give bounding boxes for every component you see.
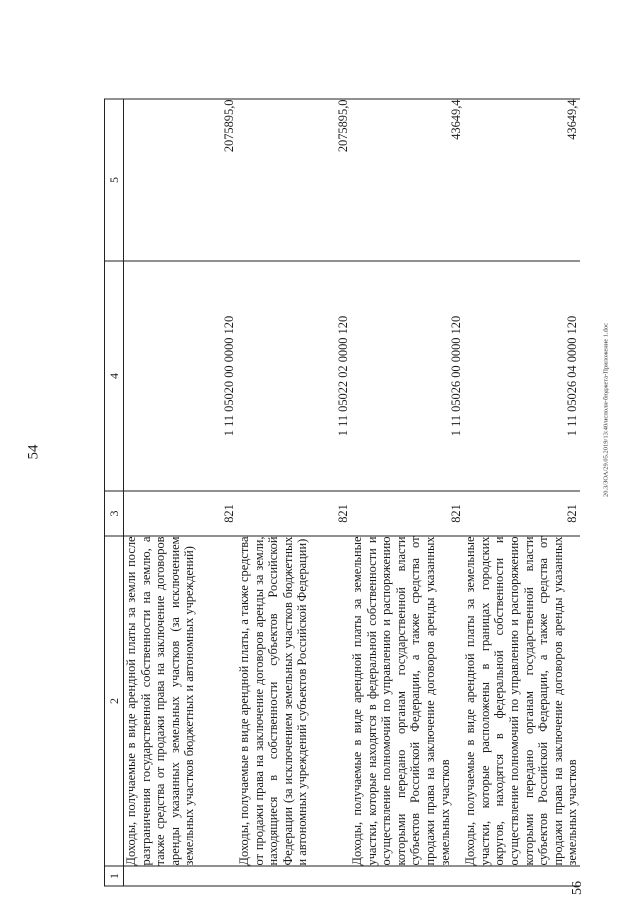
revenue-description: Доходы, получаемые в виде арендной платы за земли после разграничения государственной собственности на землю, а также средства от продажи права на заключение договоров аренды указанных земельных участков (за исключением земельных участков бюджетных и автономных учреждений) (124, 536, 238, 866)
row-number-cell (124, 866, 238, 886)
table-row (463, 99, 580, 886)
amount: 2075895,0 (124, 99, 238, 261)
column-header-3: 3 (105, 491, 124, 536)
amount: 2075895,0 (237, 99, 350, 261)
column-header-5: 5 (105, 99, 124, 261)
revenue-description: Доходы, получаемые в виде арендной платы за земельные участки, которые находятся в федеральной собственности и осуществление полномочий по управлению и распоряжению которыми передано органам государственной власти субъектов Российской Федерации, а также средства от продажи права на заключение договоров аренды указанных земельных участков (350, 536, 463, 866)
revenue-description: Доходы, получаемые в виде арендной платы за земельные участки, которые расположены в границах городских округов, находятся в федеральной собственности и осуществление полномочий по управлению и распоряжению которыми передано органам государственной власти субъектов Российской Федерации, а также средства от продажи права на заключение договоров аренды указанных земельных участков (463, 536, 580, 866)
budget-classification-code: 1 11 05022 02 0000 120 (237, 261, 350, 491)
document-footer-path: 20.3/ЗОА/29.05.2019/13:40/исполн-бюджета-Приложение 1.doc (602, 322, 610, 498)
corner-page-number: 56 (570, 881, 585, 895)
column-header-4: 4 (105, 261, 124, 491)
admin-code: 821 (463, 491, 580, 536)
rotated-table-container (104, 100, 580, 887)
admin-code: 821 (124, 491, 238, 536)
amount: 43649,4 (350, 99, 463, 261)
column-header-2: 2 (105, 536, 124, 866)
table-row (237, 99, 350, 886)
admin-code: 821 (237, 491, 350, 536)
table-header-row (105, 99, 124, 886)
table-row (350, 99, 463, 886)
admin-code: 821 (350, 491, 463, 536)
budget-classification-code: 1 11 05026 04 0000 120 (463, 261, 580, 491)
revenue-table (104, 99, 580, 887)
row-number-cell (237, 866, 350, 886)
row-number-cell (463, 866, 580, 886)
column-header-1: 1 (105, 866, 124, 886)
amount: 43649,4 (463, 99, 580, 261)
revenue-description: Доходы, получаемые в виде арендной платы, а также средства от продажи права на заключение договоров аренды за земли, находящиеся в собственности субъектов Российской Федерации (за исключением земельных участков бюджетных и автономных учреждений субъектов Российской Федерации) (237, 536, 350, 866)
budget-classification-code: 1 11 05020 00 0000 120 (124, 261, 238, 491)
row-number-cell (350, 866, 463, 886)
table-row (124, 99, 238, 886)
budget-classification-code: 1 11 05026 00 0000 120 (350, 261, 463, 491)
page-number: 54 (25, 444, 42, 460)
